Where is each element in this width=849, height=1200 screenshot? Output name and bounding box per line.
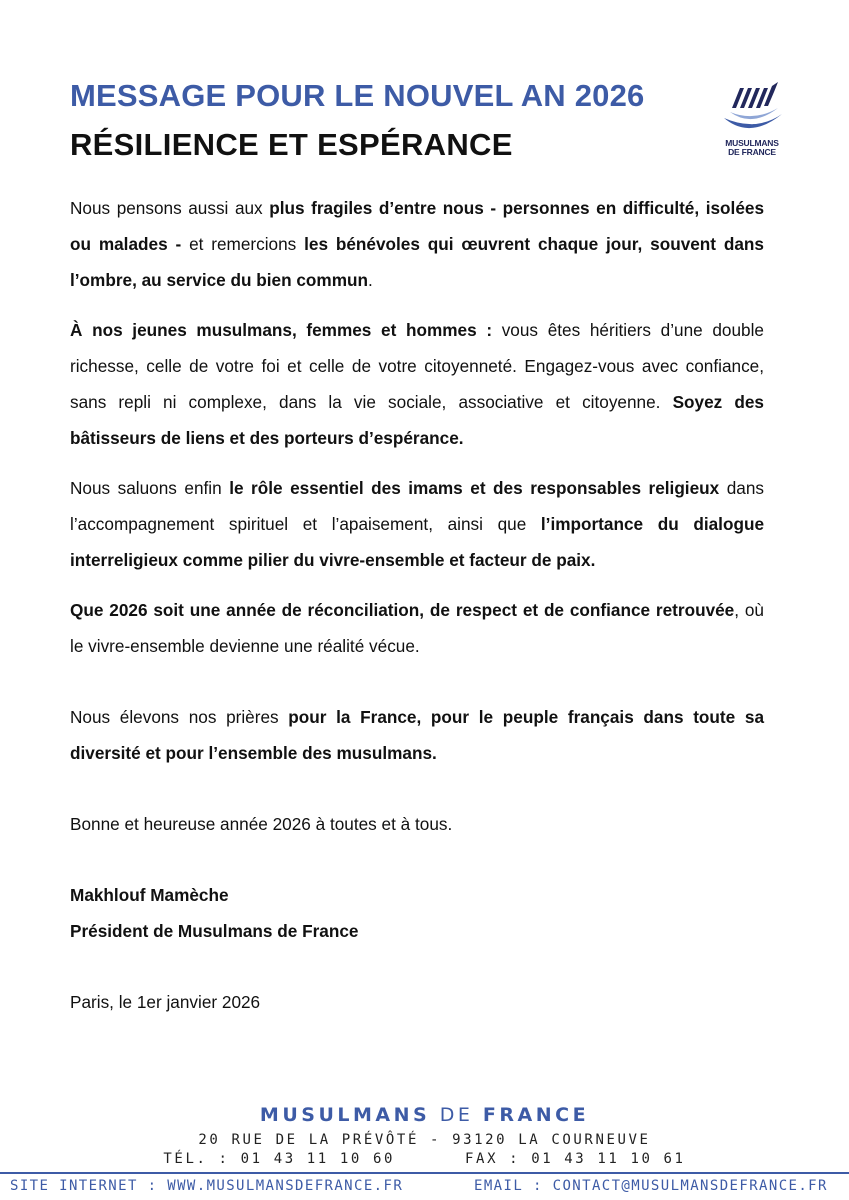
- footer-email-link[interactable]: EMAIL : CONTACT@MUSULMANSDEFRANCE.FR: [474, 1178, 828, 1194]
- bold-run: plus fragiles d’entre nous - personnes en difficulté, isolées ou malades -: [70, 198, 765, 254]
- place-date: Paris, le 1er janvier 2026: [70, 992, 261, 1012]
- footer-phone-fax: [0, 1151, 849, 1167]
- footer-organization-name: [0, 1104, 849, 1126]
- paragraph-greeting: Bonne et heureuse année 2026 à toutes et à tous.: [70, 814, 453, 834]
- paragraph-fragile: [70, 190, 764, 298]
- bold-run: Soyez des bâtisseurs de liens et des porteurs d’espérance.: [70, 392, 764, 448]
- document-title: MESSAGE POUR LE NOUVEL AN 2026: [70, 78, 645, 113]
- text-run: vous êtes héritiers d’une double richesse, celle de votre foi et celle de votre citoyenneté. Engagez-vous avec confiance, sans repli ni complexe, dans la vie sociale, associative et citoyenne.: [70, 320, 764, 412]
- text-run: dans l’accompagnement spirituel et l’apaisement, ainsi que: [70, 478, 765, 534]
- signature-name: Makhlouf Mamèche: [70, 885, 229, 905]
- logo-text-line1: MUSULMANS: [725, 138, 779, 148]
- logo-text-line2: DE FRANCE: [728, 147, 776, 157]
- bold-run: l’importance du dialogue interreligieux comme pilier du vivre-ensemble et facteur de paix.: [70, 514, 764, 570]
- footer-org-word: DE: [439, 1104, 474, 1126]
- footer-address: 20 RUE DE LA PRÉVÔTÉ - 93120 LA COURNEUVE: [198, 1132, 651, 1148]
- bold-run: les bénévoles qui œuvrent chaque jour, souvent dans l’ombre, au service du bien commun: [70, 234, 764, 290]
- document-subtitle: RÉSILIENCE ET ESPÉRANCE: [70, 127, 513, 162]
- text-run: Nous pensons aussi aux: [70, 198, 270, 218]
- text-run: Nous élevons nos prières: [70, 707, 289, 727]
- footer-org-word: FRANCE: [482, 1104, 590, 1126]
- bold-run: le rôle essentiel des imams et des responsables religieux: [229, 478, 720, 498]
- footer-fax: FAX : 01 43 11 10 61: [465, 1151, 686, 1167]
- footer-tel: TÉL. : 01 43 11 10 60: [163, 1151, 396, 1167]
- bold-run: pour la France, pour le peuple français dans toute sa diversité et pour l’ensemble des musulmans.: [70, 707, 764, 763]
- footer-website-link[interactable]: SITE INTERNET : WWW.MUSULMANSDEFRANCE.FR: [10, 1178, 404, 1194]
- paragraph-prayers: [70, 699, 764, 771]
- footer-org-word: MUSULMANS: [259, 1104, 431, 1126]
- musulmans-de-france-logo: [716, 78, 788, 158]
- mf-logo-icon: [716, 78, 788, 138]
- paragraph-youth: [70, 312, 764, 456]
- text-run: Nous saluons enfin: [70, 478, 230, 498]
- paragraph-imams: [70, 470, 764, 578]
- footer-divider: [0, 1172, 849, 1174]
- text-run: , où le vivre-ensemble devienne une réalité vécue.: [70, 600, 764, 656]
- bold-run: À nos jeunes musulmans, femmes et hommes :: [70, 320, 493, 340]
- paragraph-reconciliation: [70, 592, 764, 664]
- signature-title: Président de Musulmans de France: [70, 921, 359, 941]
- signature-block: [70, 877, 764, 949]
- letter-body: [70, 190, 764, 1020]
- text-run: .: [368, 270, 373, 290]
- text-run: et remercions: [181, 234, 305, 254]
- bold-run: Que 2026 soit une année de réconciliation, de respect et de confiance retrouvée: [70, 600, 735, 620]
